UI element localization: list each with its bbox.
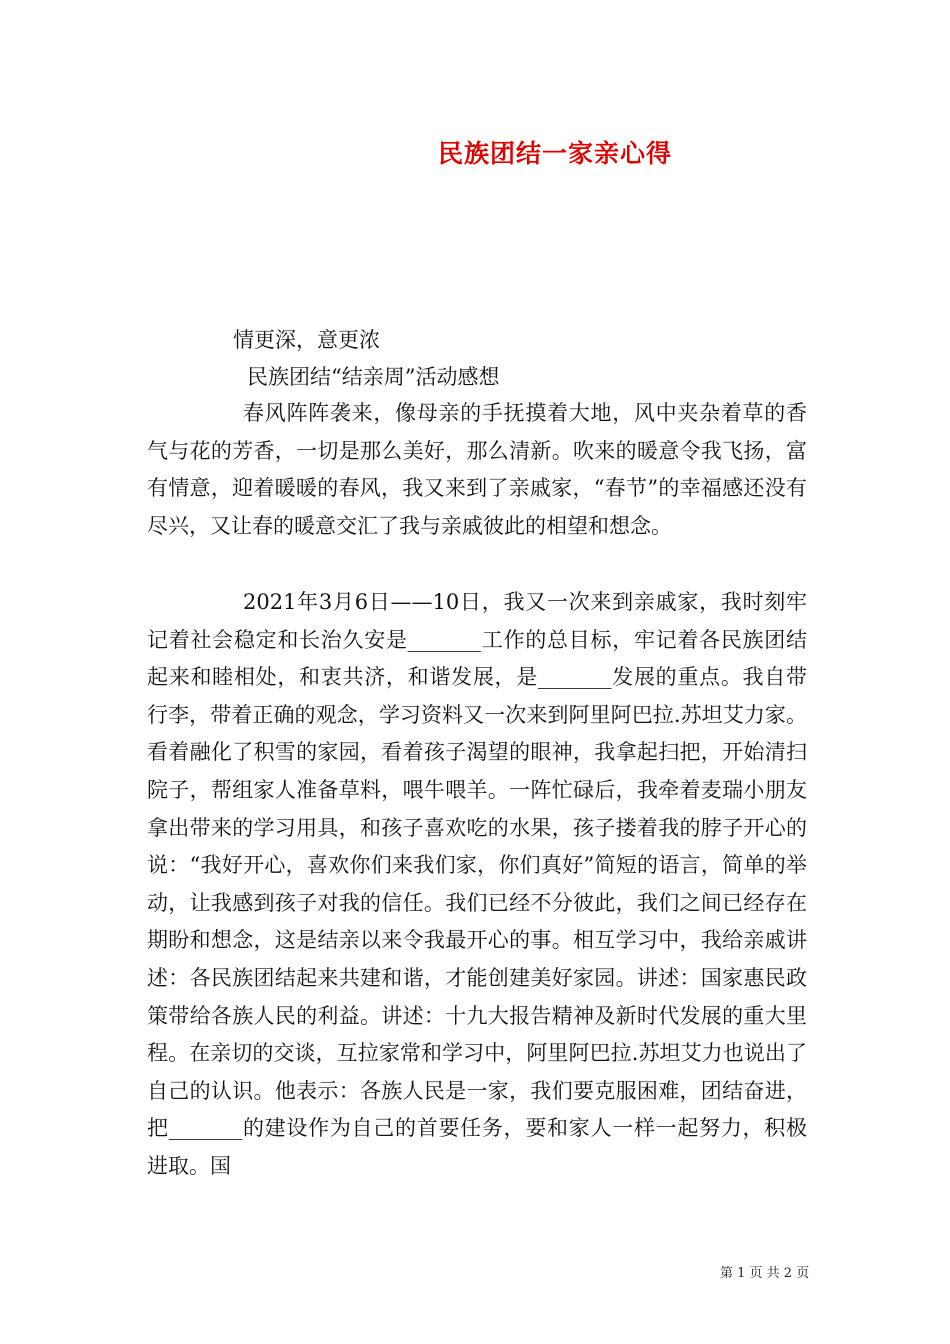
subtitle-line-2: 民族团结“结亲周”活动感想 [247,365,500,389]
body-paragraph-2: 2021年3月6日——10日，我又一次来到亲戚家，我时刻牢记着社会稳定和长治久安是_______工作的总目标，牢记着各民族团结起来和睦相处，和衷共济，和谐发展，是_______发展的重点。我自带行李，带着正确的观念，学习资料又一次来到阿里阿巴拉.苏坦艾力家。看着融化了积雪的家园，看着孩子渴望的眼神，我拿起扫把，开始清扫院子，帮组家人准备草料，喂牛喂羊。一阵忙碌后，我牵着麦瑞小朋友拿出带来的学习用具，和孩子喜欢吃的水果，孩子搂着我的脖子开心的说：“我好开心，喜欢你们来我们家，你们真好”简短的语言，简单的举动，让我感到孩子对我的信任。我们已经不分彼此，我们之间已经存在期盼和想念，这是结亲以来令我最开心的事。相互学习中，我给亲戚讲述：各民族团结起来共建和谐，才能创建美好家园。讲述：国家惠民政策带给各族人民的利益。讲述：十九大报告精神及新时代发展的重大里程。在亲切的交谈，互拉家常和学习中，阿里阿巴拉.苏坦艾力也说出了自己的认识。他表示：各族人民是一家，我们要克服困难，团结奋进，把_______的建设作为自己的首要任务，要和家人一样一起努力，积极进取。国 [147,590,807,1178]
page-number-footer: 第 1 页 共 2 页 [720,1266,810,1281]
document-title: 民族团结一家亲心得 [437,139,672,168]
body-paragraph-1: 春风阵阵袭来，像母亲的手抚摸着大地，风中夹杂着草的香气与花的芳香，一切是那么美好，那么清新。吹来的暖意令我飞扬，富有情意，迎着暖暖的春风，我又来到了亲戚家，“春节”的幸福感还没有尽兴，又让春的暖意交汇了我与亲戚彼此的相望和想念。 [147,401,807,538]
subtitle-line-1: 情更深，意更浓 [233,328,380,352]
